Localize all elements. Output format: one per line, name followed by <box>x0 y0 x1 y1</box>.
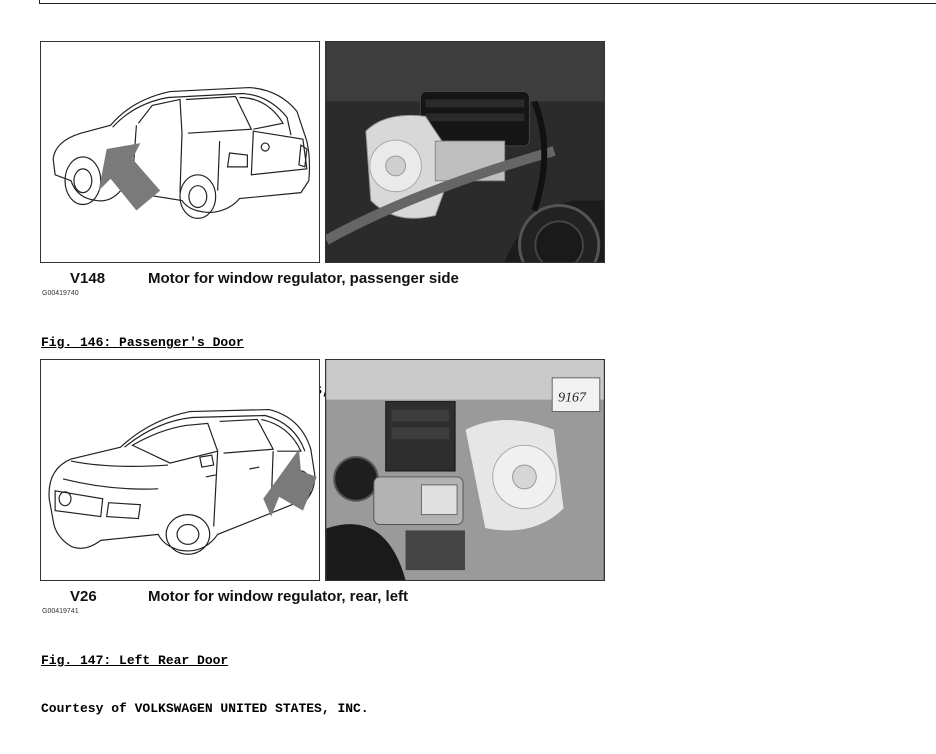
location-arrow <box>99 143 160 210</box>
window-motor-photo-passenger <box>325 41 605 263</box>
car-front-drawing <box>41 360 319 580</box>
caption-title: Fig. 146: Passenger's Door <box>41 335 244 350</box>
legend-description: Motor for window regulator, passenger side <box>148 270 459 287</box>
motor-photo-1 <box>326 42 604 262</box>
top-rule <box>39 0 936 4</box>
legend-code: V26 <box>70 588 97 605</box>
legend-code: V148 <box>70 270 106 287</box>
caption-title: Fig. 147: Left Rear Door <box>41 653 229 668</box>
location-arrow <box>263 449 317 516</box>
photo-sticker-label: 9167 <box>558 390 586 406</box>
motor-photo-2 <box>326 360 604 580</box>
legend-description: Motor for window regulator, rear, left <box>148 588 409 605</box>
car-rear-drawing <box>41 42 319 262</box>
car-rear-view-illustration <box>40 41 320 263</box>
image-id: G00419741 <box>42 608 79 615</box>
figure-147-caption <box>41 621 369 733</box>
car-front-view-illustration <box>40 359 320 581</box>
image-id: G00419740 <box>42 290 79 297</box>
caption-courtesy: Courtesy of VOLKSWAGEN UNITED STATES, INC. <box>41 701 369 716</box>
window-motor-photo-rear-left <box>325 359 605 581</box>
